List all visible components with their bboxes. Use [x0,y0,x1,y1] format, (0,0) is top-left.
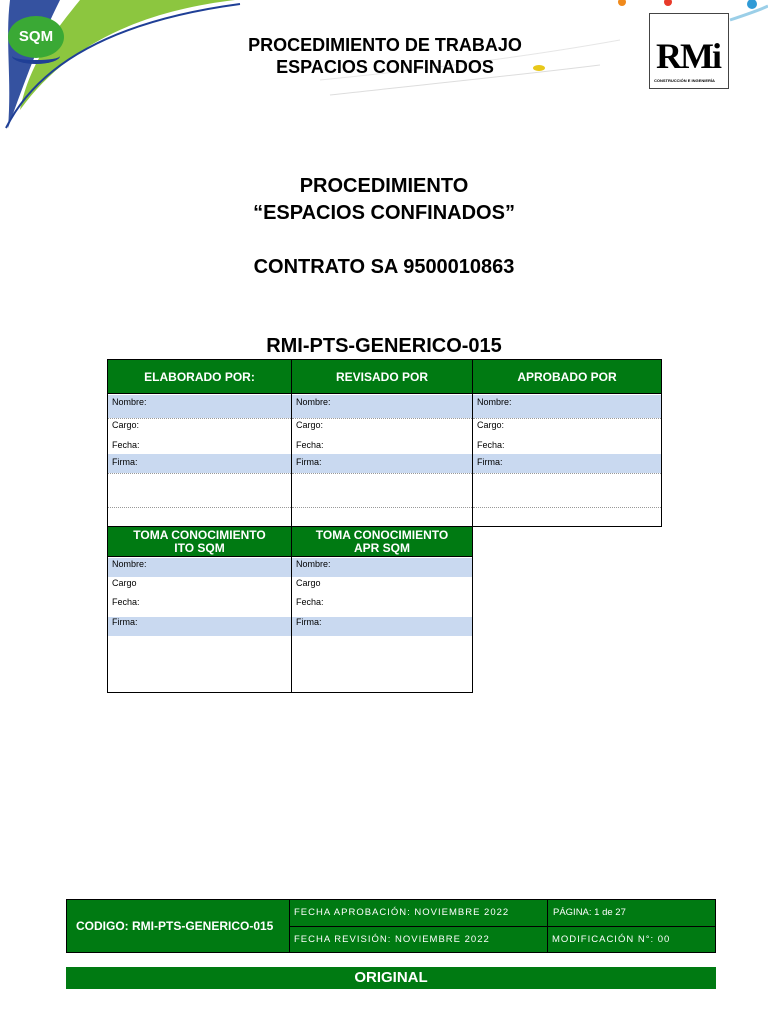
field-label-nombre: Nombre: [477,397,512,407]
header-aprobado: APROBADO POR [472,359,662,394]
field-label-fecha: Fecha: [112,440,140,450]
field-label-firma: Firma: [296,617,322,627]
header-toma-conocimiento-ito [107,526,292,557]
field-label-firma: Firma: [296,457,322,467]
header-title [200,34,570,78]
header-apr-line1: TOMA CONOCIMIENTO [315,528,449,542]
header-ito-line1: TOMA CONOCIMIENTO [133,528,266,542]
field-label-nombre: Nombre: [296,559,331,569]
field-label-firma: Firma: [477,457,503,467]
field-label-fecha: Fecha: [477,440,505,450]
signature-block-ito-sqm [107,556,292,693]
field-label-firma: Firma: [112,457,138,467]
contract-number: CONTRATO SA 9500010863 [253,256,515,278]
header-elaborado: ELABORADO POR: [107,359,292,394]
signature-block-revisado [291,393,473,527]
header-title-line2: ESPACIOS CONFINADOS [276,57,494,77]
field-label-cargo: Cargo [296,578,321,588]
document-code: RMI-PTS-GENERICO-015 [266,335,502,357]
field-label-nombre: Nombre: [296,397,331,407]
sqm-logo-text: SQM [18,28,54,45]
field-label-nombre: Nombre: [112,559,147,569]
field-label-cargo: Cargo: [477,420,505,430]
signature-block-elaborado [107,393,292,527]
rmi-logo-subtitle: CONSTRUCCIÓN E INGENIERÍA [654,78,715,83]
field-label-fecha: Fecha: [296,440,324,450]
signature-block-apr-sqm [291,556,473,693]
footer-page-number: PÁGINA: 1 de 27 [547,899,716,927]
field-label-cargo: Cargo [112,578,137,588]
header-toma-conocimiento-apr [291,526,473,557]
field-label-fecha: Fecha: [112,597,140,607]
sqm-logo [8,16,64,58]
field-label-cargo: Cargo: [112,420,140,430]
field-label-firma: Firma: [112,617,138,627]
header-title-line1: PROCEDIMIENTO DE TRABAJO [248,35,522,55]
footer-revision-date: FECHA REVISIÓN: NOVIEMBRE 2022 [289,926,548,953]
footer-modification: MODIFICACIÓN N°: 00 [547,926,716,953]
rmi-logo-text: RMi [656,36,720,76]
main-title-line2: “ESPACIOS CONFINADOS” [253,202,515,224]
footer-code: CODIGO: RMI-PTS-GENERICO-015 [66,899,290,953]
field-label-fecha: Fecha: [296,597,324,607]
footer-approval-date: FECHA APROBACIÓN: NOVIEMBRE 2022 [289,899,548,927]
field-label-cargo: Cargo: [296,420,324,430]
main-title-line1: PROCEDIMIENTO [299,175,469,197]
rmi-logo [649,13,729,89]
document-status-original: ORIGINAL [66,967,716,989]
header-ito-line2: ITO SQM [174,541,225,555]
header-revisado: REVISADO POR [291,359,473,394]
header-apr-line2: APR SQM [353,541,410,555]
signature-block-aprobado [472,393,662,527]
field-label-nombre: Nombre: [112,397,147,407]
